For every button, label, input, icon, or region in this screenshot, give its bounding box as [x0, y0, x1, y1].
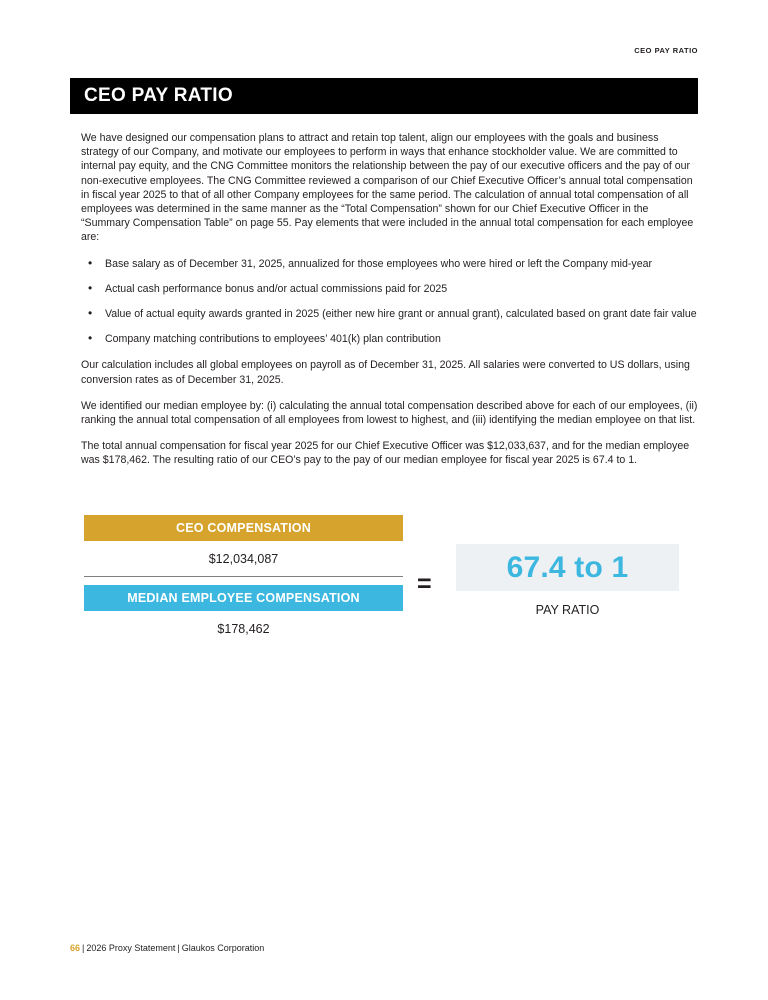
footer-document-title: 2026 Proxy Statement: [86, 943, 176, 953]
pay-elements-list: [81, 257, 698, 347]
footer-separator: |: [82, 943, 85, 953]
pay-ratio-graphic: [81, 515, 698, 645]
paragraph-total-compensation: The total annual compensation for fiscal year 2025 for our Chief Executive Officer was $12,033,637, and for the median employee was $178,462. The resulting ratio of our CEO’s pay to the pay of our median employee for fiscal year 2025 is 67.4 to 1.: [81, 440, 690, 467]
ratio-value: 67.4 to 1: [506, 550, 629, 584]
running-header: CEO PAY RATIO: [634, 46, 698, 55]
body-content: [81, 131, 698, 480]
ceo-compensation-band: [84, 515, 403, 541]
ratio-caption: PAY RATIO: [535, 603, 600, 617]
page-footer: [70, 943, 264, 953]
median-compensation-amount: $178,462: [217, 622, 270, 636]
page-title: CEO PAY RATIO: [84, 85, 233, 106]
paragraph-median-methodology: We identified our median employee by: (i) calculating the annual total compensation described above for each of our employees, (ii) ranking the annual total compensation of all employees from lowest to highest, and (iii) identifying the median employee on that list.: [81, 399, 698, 427]
list-item: • Base salary as of December 31, 2025, annualized for those employees who were hired or left the Company mid-year: [81, 257, 698, 271]
list-item: • Value of actual equity awards granted in 2025 (either new hire grant or annual grant), calculated based on grant date fair value: [81, 307, 698, 321]
paragraph-intro: We have designed our compensation plans to attract and retain top talent, align our employees with the goals and business strategy of our Company, and motivate our employees to perform in ways that enhance stockholder value. We are committed to internal pay equity, and the CNG Committee monitors the relationship between the pay of our executive officers and the pay of our non-executive employees. The CNG Committee reviewed a comparison of our Chief Executive Officer’s annual total compensation in fiscal year 2025 to that of all other Company employees for the same period. The calculation of annual total compensation of all employees was determined in the same manner as the “Total Compensation” shown for our Chief Executive Officer in the “Summary Compensation Table” on page 55. Pay elements that were included in the annual total compensation for each employee are:: [81, 132, 694, 244]
section-title-bar: [70, 78, 698, 114]
ratio-divider-line: [84, 576, 403, 577]
compensation-column: [84, 515, 403, 646]
ceo-compensation-amount: $12,034,087: [208, 552, 279, 566]
median-compensation-label: MEDIAN EMPLOYEE COMPENSATION: [127, 591, 360, 605]
list-item: • Company matching contributions to employees’ 401(k) plan contribution: [81, 332, 698, 346]
paragraph-global-employees: Our calculation includes all global employees on payroll as of December 31, 2025. All salaries were converted to US dollars, using conversion rates as of December 31, 2025.: [81, 359, 690, 386]
ceo-compensation-label: CEO COMPENSATION: [176, 521, 311, 535]
equals-sign: =: [417, 570, 432, 598]
ratio-column: [456, 544, 679, 617]
ratio-value-box: [456, 544, 679, 591]
median-compensation-band: [84, 585, 403, 611]
footer-page-number: 66: [70, 943, 81, 953]
footer-company-name: Glaukos Corporation: [181, 943, 265, 953]
list-item: • Actual cash performance bonus and/or actual commissions paid for 2025: [81, 282, 698, 296]
footer-separator: |: [177, 943, 180, 953]
